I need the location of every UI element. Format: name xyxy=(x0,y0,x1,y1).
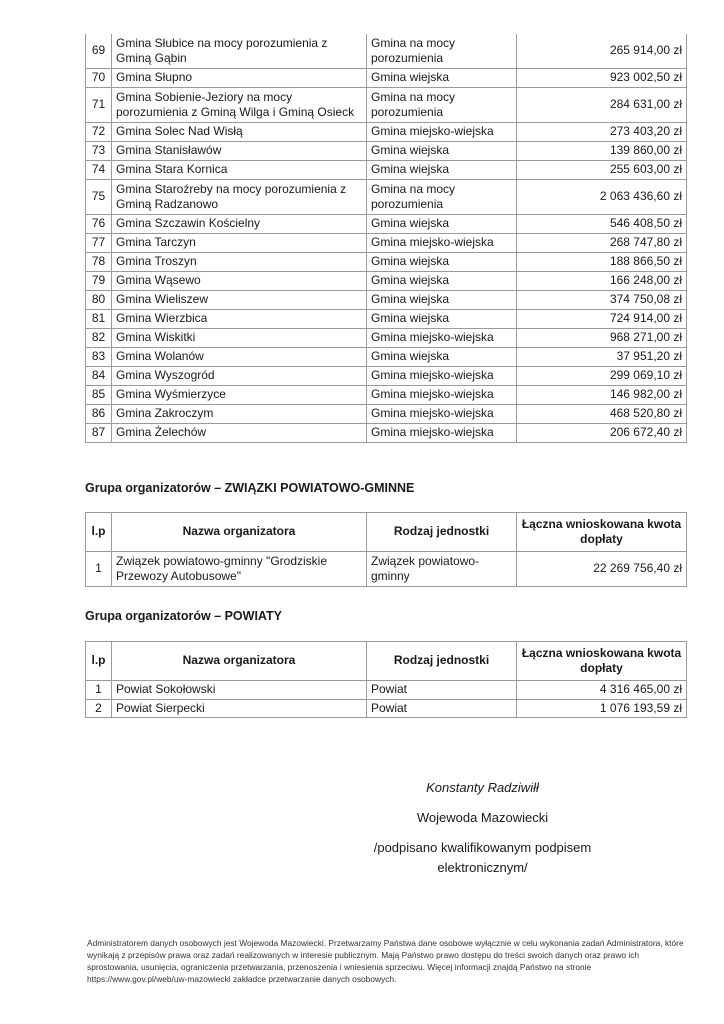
cell-name: Powiat Sierpecki xyxy=(112,699,367,718)
cell-type: Gmina miejsko-wiejska xyxy=(367,367,517,386)
cell-amount: 206 672,40 zł xyxy=(517,424,687,443)
cell-name: Powiat Sokołowski xyxy=(112,681,367,700)
signatory-name: Konstanty Radziwiłł xyxy=(426,780,539,795)
header-name: Nazwa organizatora xyxy=(112,642,367,681)
table-row xyxy=(86,142,687,161)
cell-amount: 284 631,00 zł xyxy=(517,88,687,123)
cell-name: Gmina Żelechów xyxy=(112,424,367,443)
table-row xyxy=(86,310,687,329)
table-row xyxy=(86,552,687,587)
cell-amount: 299 069,10 zł xyxy=(517,367,687,386)
cell-lp: 1 xyxy=(86,681,112,700)
cell-name: Gmina Wąsewo xyxy=(112,272,367,291)
cell-lp: 86 xyxy=(86,405,112,424)
cell-type: Gmina wiejska xyxy=(367,69,517,88)
cell-name: Gmina Solec Nad Wisłą xyxy=(112,123,367,142)
cell-type: Gmina na mocy porozumienia xyxy=(367,88,517,123)
cell-amount: 4 316 465,00 zł xyxy=(517,681,687,700)
table-row xyxy=(86,681,687,700)
cell-type: Gmina miejsko-wiejska xyxy=(367,424,517,443)
cell-amount: 37 951,20 zł xyxy=(517,348,687,367)
cell-type: Gmina wiejska xyxy=(367,142,517,161)
cell-type: Gmina wiejska xyxy=(367,272,517,291)
cell-amount: 374 750,08 zł xyxy=(517,291,687,310)
group-heading-powiaty: Grupa organizatorów – POWIATY xyxy=(85,609,283,623)
cell-amount: 1 076 193,59 zł xyxy=(517,699,687,718)
cell-amount: 923 002,50 zł xyxy=(517,69,687,88)
cell-name: Gmina Stara Kornica xyxy=(112,161,367,180)
cell-lp: 76 xyxy=(86,215,112,234)
cell-lp: 74 xyxy=(86,161,112,180)
cell-type: Gmina wiejska xyxy=(367,348,517,367)
table-row xyxy=(86,88,687,123)
cell-amount: 255 603,00 zł xyxy=(517,161,687,180)
cell-type: Gmina wiejska xyxy=(367,291,517,310)
group-heading-unions: Grupa organizatorów – ZWIĄZKI POWIATOWO-GMINNE xyxy=(85,481,415,495)
cell-name: Gmina Stanisławów xyxy=(112,142,367,161)
table-row xyxy=(86,34,687,69)
cell-amount: 188 866,50 zł xyxy=(517,253,687,272)
cell-type: Gmina miejsko-wiejska xyxy=(367,386,517,405)
cell-name: Gmina Wiskitki xyxy=(112,329,367,348)
cell-amount: 139 860,00 zł xyxy=(517,142,687,161)
signatory-title: Wojewoda Mazowiecki xyxy=(416,810,549,825)
table-row xyxy=(86,123,687,142)
cell-amount: 268 747,80 zł xyxy=(517,234,687,253)
table-row xyxy=(86,215,687,234)
gdpr-footer-note: Administratorem danych osobowych jest Wojewoda Mazowiecki. Przetwarzamy Państwa dane osobowe wyłącznie w celu wykonania zadań Administratora, które wynikają z przepisów prawa oraz zadań realizowanych w interesie publicznym. Mają Państwo prawo dostępu do treści swoich danych oraz prawo ich sprostowania, usunięcia, ograniczenia przetwarzania, przenoszenia i wniesienia sprzeciwu. Więcej informacji znajdą Państwo na stronie https://www.gov.pl/web/uw-mazowiecki zakładce przetwarzanie danych osobowych. xyxy=(87,938,684,984)
cell-name: Gmina Wyszogród xyxy=(112,367,367,386)
cell-amount: 468 520,80 zł xyxy=(517,405,687,424)
cell-amount: 22 269 756,40 zł xyxy=(517,552,687,587)
table-row xyxy=(86,253,687,272)
cell-lp: 82 xyxy=(86,329,112,348)
table-row xyxy=(86,405,687,424)
cell-lp: 83 xyxy=(86,348,112,367)
cell-name: Gmina Wolanów xyxy=(112,348,367,367)
table-row xyxy=(86,291,687,310)
cell-name: Gmina Zakroczym xyxy=(112,405,367,424)
cell-name: Gmina Sobienie-Jeziory na mocy porozumienia z Gminą Wilga i Gminą Osieck xyxy=(112,88,367,123)
table-row xyxy=(86,699,687,718)
cell-lp: 78 xyxy=(86,253,112,272)
cell-lp: 77 xyxy=(86,234,112,253)
cell-amount: 968 271,00 zł xyxy=(517,329,687,348)
cell-amount: 273 403,20 zł xyxy=(517,123,687,142)
cell-type: Gmina miejsko-wiejska xyxy=(367,329,517,348)
cell-lp: 81 xyxy=(86,310,112,329)
cell-lp: 75 xyxy=(86,180,112,215)
cell-lp: 84 xyxy=(86,367,112,386)
cell-lp: 72 xyxy=(86,123,112,142)
cell-type: Powiat xyxy=(367,699,517,718)
cell-lp: 69 xyxy=(86,34,112,69)
header-amount: Łączna wnioskowana kwota dopłaty xyxy=(517,642,687,681)
organizers-table-gminy xyxy=(85,34,687,443)
cell-type: Gmina na mocy porozumienia xyxy=(367,180,517,215)
table-row xyxy=(86,367,687,386)
cell-amount: 2 063 436,60 zł xyxy=(517,180,687,215)
cell-type: Gmina miejsko-wiejska xyxy=(367,123,517,142)
cell-lp: 73 xyxy=(86,142,112,161)
cell-amount: 265 914,00 zł xyxy=(517,34,687,69)
cell-amount: 724 914,00 zł xyxy=(517,310,687,329)
cell-lp: 2 xyxy=(86,699,112,718)
cell-amount: 546 408,50 zł xyxy=(517,215,687,234)
table-row xyxy=(86,234,687,253)
cell-name: Gmina Staroźreby na mocy porozumienia z Gminą Radzanowo xyxy=(112,180,367,215)
table-row xyxy=(86,180,687,215)
organizers-table-unions xyxy=(85,512,687,587)
header-lp: l.p xyxy=(86,513,112,552)
cell-name: Gmina Tarczyn xyxy=(112,234,367,253)
header-type: Rodzaj jednostki xyxy=(367,642,517,681)
cell-type: Gmina wiejska xyxy=(367,161,517,180)
table-header-row xyxy=(86,642,687,681)
table-row xyxy=(86,424,687,443)
cell-name: Gmina Troszyn xyxy=(112,253,367,272)
table-row xyxy=(86,386,687,405)
cell-amount: 146 982,00 zł xyxy=(517,386,687,405)
cell-type: Powiat xyxy=(367,681,517,700)
cell-lp: 79 xyxy=(86,272,112,291)
cell-name: Związek powiatowo-gminny "Grodziskie Przewozy Autobusowe" xyxy=(112,552,367,587)
cell-name: Gmina Wierzbica xyxy=(112,310,367,329)
cell-amount: 166 248,00 zł xyxy=(517,272,687,291)
cell-name: Gmina Słubice na mocy porozumienia z Gminą Gąbin xyxy=(112,34,367,69)
table-row xyxy=(86,161,687,180)
cell-type: Związek powiatowo-gminny xyxy=(367,552,517,587)
cell-type: Gmina wiejska xyxy=(367,253,517,272)
signature-note: /podpisano kwalifikowanym podpisem elektronicznym/ xyxy=(373,840,592,875)
cell-name: Gmina Wieliszew xyxy=(112,291,367,310)
cell-lp: 87 xyxy=(86,424,112,443)
cell-lp: 1 xyxy=(86,552,112,587)
cell-name: Gmina Szczawin Kościelny xyxy=(112,215,367,234)
cell-name: Gmina Wyśmierzyce xyxy=(112,386,367,405)
cell-type: Gmina miejsko-wiejska xyxy=(367,405,517,424)
cell-type: Gmina na mocy porozumienia xyxy=(367,34,517,69)
organizers-table-powiaty xyxy=(85,641,687,718)
table-row xyxy=(86,348,687,367)
header-type: Rodzaj jednostki xyxy=(367,513,517,552)
header-name: Nazwa organizatora xyxy=(112,513,367,552)
table-row xyxy=(86,329,687,348)
cell-lp: 70 xyxy=(86,69,112,88)
cell-name: Gmina Słupno xyxy=(112,69,367,88)
cell-type: Gmina wiejska xyxy=(367,215,517,234)
cell-type: Gmina miejsko-wiejska xyxy=(367,234,517,253)
header-amount: Łączna wnioskowana kwota dopłaty xyxy=(517,513,687,552)
table-row xyxy=(86,272,687,291)
cell-lp: 80 xyxy=(86,291,112,310)
table-row xyxy=(86,69,687,88)
table-header-row xyxy=(86,513,687,552)
cell-lp: 85 xyxy=(86,386,112,405)
header-lp: l.p xyxy=(86,642,112,681)
cell-type: Gmina wiejska xyxy=(367,310,517,329)
cell-lp: 71 xyxy=(86,88,112,123)
